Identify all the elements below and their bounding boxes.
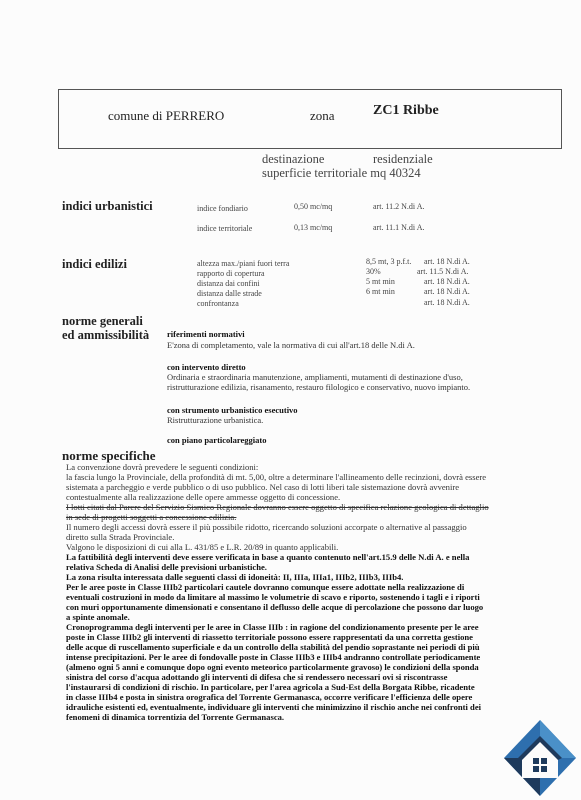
norme-specifiche-line: delle acque di ruscellamento superficiale e da un controllo della stabilità del pendio soprastante nei periodi di più <box>66 642 480 652</box>
distanza-strade-ref: art. 18 N.di A. <box>424 287 470 296</box>
destinazione-value: residenziale <box>373 152 433 166</box>
norme-specifiche-line: Il numero degli accessi dovrà essere il più possibile ridotto, ricercando soluzioni accorpate o alternative al passaggio <box>66 522 467 532</box>
norme-specifiche-line: sistemata a parcheggio e verde pubblico o di uso pubblico. Nel caso di lotti liberi tale sistemazione dovrà avvenire <box>66 482 460 492</box>
altezza-ref: art. 18 N.di A. <box>424 257 470 266</box>
superficie-territoriale: superficie territoriale mq 40324 <box>262 166 421 180</box>
distanza-confini-ref: art. 18 N.di A. <box>424 277 470 286</box>
norme-specifiche-line: La convenzione dovrà prevedere le seguenti condizioni: <box>66 462 259 472</box>
zona-label: zona <box>310 108 335 123</box>
indici-urbanistici-title: indici urbanistici <box>62 199 153 213</box>
distanza-strade-label: distanza dalle strade <box>197 289 262 298</box>
norme-specifiche-line: idrauliche esistenti ed, eventualmente, individuare gli interventi che minimizzino il rischio anche nei confronti dei <box>66 702 482 712</box>
comune-label: comune di PERRERO <box>108 108 225 123</box>
norme-specifiche-line: La fattibilità degli interventi deve essere verificata in base a quanto contenuto nell'art.15.9 delle N.di A. e nella <box>66 552 470 562</box>
indice-fondiario-value: 0,50 mc/mq <box>294 202 333 211</box>
esecutivo-text: Ristrutturazione urbanistica. <box>167 415 264 425</box>
riferimenti-text: E'zona di completamento, vale la normativa di cui all'art.18 delle N.di A. <box>167 340 415 350</box>
destinazione-label: destinazione <box>262 152 325 166</box>
indice-fondiario-label: indice fondiario <box>197 204 248 213</box>
norme-specifiche-line: (almeno ogni 5 anni e comunque dopo ogni evento meteorico particolarmente gravoso) le condizioni della sponda <box>66 662 479 672</box>
norme-specifiche-line: eventuali costruzioni in modo da limitare al massimo le volumetrie di scavo e riporto, sostenendo i tagli e i riporti <box>66 592 480 602</box>
particolareggiato-title: con piano particolareggiato <box>167 435 267 445</box>
norme-specifiche-line: fenomeni di dinamica torrentizia del Torrente Germanasca. <box>66 712 285 722</box>
indice-territoriale-label: indice territoriale <box>197 224 253 233</box>
indici-edilizi-title: indici edilizi <box>62 257 127 271</box>
confrontanza-label: confrontanza <box>197 299 239 308</box>
norme-specifiche-line: Cronoprogramma degli interventi per le aree in Classe IIIb : in ragione del condizionamento presente per le aree <box>66 622 479 632</box>
distanza-confini-label: distanza dai confini <box>197 279 260 288</box>
norme-specifiche-line: sinistra del corso d'acqua adottando gli interventi di difesa che si rendessero necessari ovi si riscontrasse <box>66 672 448 682</box>
distanza-strade-value: 6 mt min <box>366 287 395 296</box>
rapporto-copertura-value: 30% <box>366 267 381 276</box>
house-logo-icon <box>500 718 578 798</box>
norme-specifiche-line: con muri opportunamente dimensionati e consentano il deflusso delle acque di percolazione che possono dar luogo <box>66 602 484 612</box>
esecutivo-title: con strumento urbanistico esecutivo <box>167 405 298 415</box>
distanza-confini-value: 5 mt min <box>366 277 395 286</box>
norme-specifiche-line: la fascia lungo la Provinciale, della profondità di mt. 5,00, oltre a determinare l'allineamento delle recinzioni, dovrà essere <box>66 472 487 482</box>
altezza-label: altezza max./piani fuori terra <box>197 259 290 268</box>
norme-specifiche-line: I lotti citati dal Parere del Servizio Sismico Regionale dovranno essere oggetto di specifica relazione geologica di dettaglio <box>66 502 489 512</box>
norme-specifiche-line: in sede di progetti soggetti a concessione edilizia. <box>66 512 237 522</box>
diretto-title: con intervento diretto <box>167 362 246 372</box>
ammissibilita-title: ed ammissibilità <box>62 328 150 342</box>
rapporto-copertura-ref: art. 11.5 N.di A. <box>417 267 469 276</box>
indice-fondiario-ref: art. 11.2 N.di A. <box>373 202 425 211</box>
norme-generali-title: norme generali <box>62 314 143 328</box>
indice-territoriale-ref: art. 11.1 N.di A. <box>373 223 425 232</box>
norme-specifiche-line: poste in Classe IIIb2 gli interventi di riassetto territoriale possono essere rappresentati da una corretta gestione <box>66 632 473 642</box>
diretto-text-2: ristrutturazione edilizia, risanamento, restauro filologico e conservativo, nuovo impianto. <box>167 382 471 392</box>
rapporto-copertura-label: rapporto di copertura <box>197 269 265 278</box>
norme-specifiche-line: in classe IIIb4 e posta in sinistra orografica del Torrente Germanasca, occorre verificare l'efficienza delle opere <box>66 692 473 702</box>
norme-specifiche-line: intense precipitazioni. Per le aree di fondovalle poste in Classe IIIb3 e IIIb4 andranno controllate periodicamente <box>66 652 481 662</box>
confrontanza-ref: art. 18 N.di A. <box>424 298 470 307</box>
norme-specifiche-line: contestualmente alla realizzazione delle opere ammesse oggetto di concessione. <box>66 492 341 502</box>
diretto-text-1: Ordinaria e straordinaria manutenzione, ampliamenti, mutamenti di destinazione d'uso, <box>167 372 463 382</box>
norme-specifiche-title: norme specifiche <box>62 448 156 463</box>
norme-specifiche-body <box>66 462 534 722</box>
norme-specifiche-line: l'instaurarsi di condizioni di rischio. In particolare, per l'area agricola a Sud-Est della Borgata Ribbe, ricadente <box>66 682 475 692</box>
norme-specifiche-line: Valgono le disposizioni di cui alla L. 431/85 e L.R. 20/89 in quanto applicabili. <box>66 542 339 552</box>
norme-specifiche-line: diretto sulla Strada Provinciale. <box>66 532 175 542</box>
norme-specifiche-line: Per le aree poste in Classe IIIb2 particolari cautele dovranno comunque essere adottate nella realizzazione di <box>66 582 465 592</box>
indice-territoriale-value: 0,13 mc/mq <box>294 223 333 232</box>
norme-specifiche-line: La zona risulta interessata dalle seguenti classi di idoneità: II, IIIa, IIIa1, IIIb2, IIIb3, IIIb4. <box>66 572 404 582</box>
riferimenti-title: riferimenti normativi <box>167 329 245 339</box>
norme-specifiche-line: a spinte anomale. <box>66 612 130 622</box>
altezza-value: 8,5 mt, 3 p.f.t. <box>366 257 412 266</box>
zona-code: ZC1 Ribbe <box>373 103 439 118</box>
norme-specifiche-line: relativa Scheda di Analisi delle previsioni urbanistiche. <box>66 562 267 572</box>
